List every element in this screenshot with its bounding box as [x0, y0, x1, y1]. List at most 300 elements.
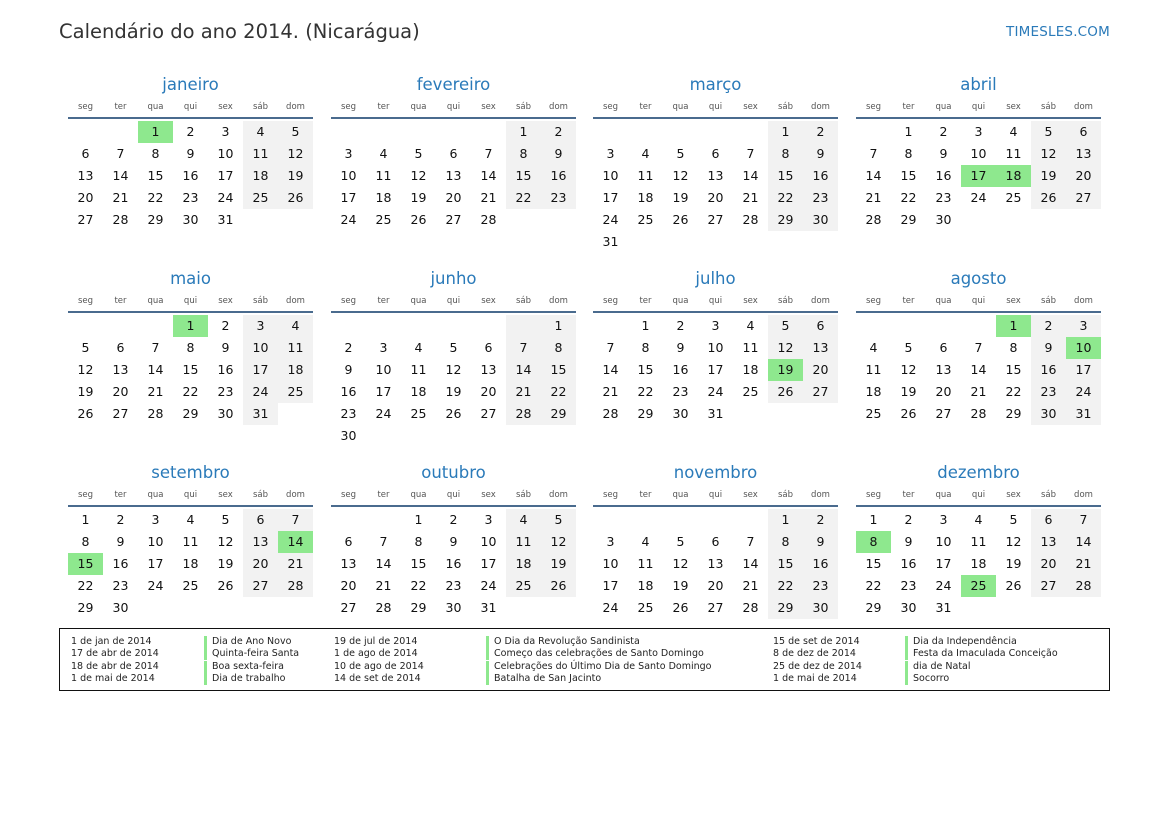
day-cell[interactable]: 7 [506, 337, 541, 359]
day-cell[interactable]: 4 [974, 512, 983, 527]
day-cell[interactable]: 2 [344, 340, 353, 355]
day-cell[interactable]: 29 [900, 212, 917, 227]
day-cell[interactable]: 22 [768, 187, 803, 209]
day-cell[interactable]: 16 [803, 553, 838, 575]
day-cell[interactable]: 10 [375, 362, 392, 377]
day-cell[interactable]: 6 [449, 146, 458, 161]
day-cell[interactable]: 13 [243, 531, 278, 553]
day-cell[interactable]: 12 [217, 534, 234, 549]
day-cell[interactable]: 18 [970, 556, 987, 571]
day-cell[interactable]: 7 [746, 146, 755, 161]
day-cell[interactable]: 13 [1031, 531, 1066, 553]
day-cell[interactable]: 27 [243, 575, 278, 597]
day-cell[interactable]: 16 [217, 362, 234, 377]
day-cell[interactable]: 3 [606, 146, 615, 161]
day-cell[interactable]: 4 [869, 340, 878, 355]
day-cell[interactable]: 14 [970, 362, 987, 377]
day-cell[interactable]: 23 [217, 384, 234, 399]
day-cell[interactable]: 22 [637, 384, 654, 399]
day-cell[interactable]: 12 [1005, 534, 1022, 549]
day-cell[interactable]: 19 [900, 384, 917, 399]
day-cell[interactable]: 18 [375, 190, 392, 205]
day-cell[interactable]: 29 [541, 403, 576, 425]
day-cell[interactable]: 8 [151, 146, 160, 161]
day-cell[interactable]: 23 [672, 384, 689, 399]
day-cell[interactable]: 27 [445, 212, 462, 227]
day-cell[interactable]: 9 [449, 534, 458, 549]
day-cell[interactable]: 22 [182, 384, 199, 399]
day-cell[interactable]: 11 [278, 337, 313, 359]
day-cell[interactable]: 9 [186, 146, 195, 161]
day-cell[interactable]: 11 [506, 531, 541, 553]
day-cell[interactable]: 21 [742, 578, 759, 593]
day-cell[interactable]: 18 [637, 190, 654, 205]
day-cell[interactable]: 9 [676, 340, 685, 355]
day-cell[interactable]: 7 [484, 146, 493, 161]
day-cell[interactable]: 17 [707, 362, 724, 377]
day-cell[interactable]: 10 [340, 168, 357, 183]
day-cell[interactable]: 18 [996, 165, 1031, 187]
day-cell[interactable]: 15 [541, 359, 576, 381]
day-cell[interactable]: 4 [186, 512, 195, 527]
day-cell[interactable]: 31 [1066, 403, 1101, 425]
day-cell[interactable]: 21 [865, 190, 882, 205]
day-cell[interactable]: 7 [1066, 509, 1101, 531]
day-cell[interactable]: 3 [344, 146, 353, 161]
day-cell[interactable]: 19 [672, 190, 689, 205]
day-cell[interactable]: 9 [116, 534, 125, 549]
day-cell[interactable]: 7 [746, 534, 755, 549]
day-cell[interactable]: 28 [1066, 575, 1101, 597]
day-cell[interactable]: 13 [935, 362, 952, 377]
day-cell[interactable]: 5 [541, 509, 576, 531]
day-cell[interactable]: 14 [602, 362, 619, 377]
day-cell[interactable]: 9 [541, 143, 576, 165]
day-cell[interactable]: 9 [1031, 337, 1066, 359]
day-cell[interactable]: 20 [1066, 165, 1101, 187]
day-cell[interactable]: 28 [375, 600, 392, 615]
day-cell[interactable]: 16 [445, 556, 462, 571]
day-cell[interactable]: 27 [1066, 187, 1101, 209]
day-cell[interactable]: 3 [974, 124, 983, 139]
day-cell[interactable]: 4 [379, 146, 388, 161]
day-cell[interactable]: 27 [935, 406, 952, 421]
day-cell[interactable]: 17 [147, 556, 164, 571]
day-cell[interactable]: 28 [112, 212, 129, 227]
day-cell[interactable]: 16 [541, 165, 576, 187]
day-cell[interactable]: 24 [602, 600, 619, 615]
day-cell[interactable]: 10 [707, 340, 724, 355]
day-cell[interactable]: 23 [541, 187, 576, 209]
day-cell[interactable]: 15 [68, 553, 103, 575]
day-cell[interactable]: 23 [182, 190, 199, 205]
day-cell[interactable]: 22 [1005, 384, 1022, 399]
day-cell[interactable]: 15 [900, 168, 917, 183]
day-cell[interactable]: 24 [217, 190, 234, 205]
day-cell[interactable]: 21 [278, 553, 313, 575]
day-cell[interactable]: 27 [77, 212, 94, 227]
day-cell[interactable]: 14 [865, 168, 882, 183]
day-cell[interactable]: 25 [961, 575, 996, 597]
day-cell[interactable]: 9 [344, 362, 353, 377]
day-cell[interactable]: 14 [112, 168, 129, 183]
day-cell[interactable]: 29 [147, 212, 164, 227]
day-cell[interactable]: 2 [449, 512, 458, 527]
day-cell[interactable]: 11 [970, 534, 987, 549]
day-cell[interactable]: 20 [935, 384, 952, 399]
day-cell[interactable]: 16 [803, 165, 838, 187]
day-cell[interactable]: 30 [803, 597, 838, 619]
day-cell[interactable]: 13 [77, 168, 94, 183]
day-cell[interactable]: 16 [935, 168, 952, 183]
day-cell[interactable]: 28 [742, 600, 759, 615]
day-cell[interactable]: 18 [637, 578, 654, 593]
day-cell[interactable]: 23 [803, 575, 838, 597]
day-cell[interactable]: 12 [1031, 143, 1066, 165]
day-cell[interactable]: 1 [641, 318, 650, 333]
day-cell[interactable]: 28 [480, 212, 497, 227]
day-cell[interactable]: 25 [637, 212, 654, 227]
day-cell[interactable]: 25 [243, 187, 278, 209]
day-cell[interactable]: 9 [904, 534, 913, 549]
day-cell[interactable]: 24 [602, 212, 619, 227]
brand-link[interactable]: TIMESLES.COM [1006, 24, 1110, 40]
day-cell[interactable]: 3 [1066, 315, 1101, 337]
day-cell[interactable]: 27 [340, 600, 357, 615]
day-cell[interactable]: 25 [182, 578, 199, 593]
day-cell[interactable]: 22 [147, 190, 164, 205]
day-cell[interactable]: 3 [711, 318, 720, 333]
day-cell[interactable]: 19 [217, 556, 234, 571]
day-cell[interactable]: 7 [379, 534, 388, 549]
day-cell[interactable]: 9 [803, 531, 838, 553]
day-cell[interactable]: 11 [410, 362, 427, 377]
day-cell[interactable]: 19 [77, 384, 94, 399]
day-cell[interactable]: 6 [81, 146, 90, 161]
day-cell[interactable]: 10 [602, 556, 619, 571]
day-cell[interactable]: 4 [641, 146, 650, 161]
day-cell[interactable]: 8 [186, 340, 195, 355]
day-cell[interactable]: 24 [970, 190, 987, 205]
day-cell[interactable]: 28 [147, 406, 164, 421]
day-cell[interactable]: 19 [1031, 165, 1066, 187]
day-cell[interactable]: 3 [484, 512, 493, 527]
day-cell[interactable]: 25 [506, 575, 541, 597]
day-cell[interactable]: 1 [869, 512, 878, 527]
day-cell[interactable]: 10 [602, 168, 619, 183]
day-cell[interactable]: 30 [900, 600, 917, 615]
day-cell[interactable]: 3 [939, 512, 948, 527]
day-cell[interactable]: 28 [602, 406, 619, 421]
day-cell[interactable]: 14 [1066, 531, 1101, 553]
day-cell[interactable]: 13 [803, 337, 838, 359]
day-cell[interactable]: 6 [803, 315, 838, 337]
day-cell[interactable]: 28 [865, 212, 882, 227]
day-cell[interactable]: 19 [672, 578, 689, 593]
day-cell[interactable]: 2 [939, 124, 948, 139]
day-cell[interactable]: 7 [116, 146, 125, 161]
day-cell[interactable]: 18 [243, 165, 278, 187]
day-cell[interactable]: 3 [151, 512, 160, 527]
day-cell[interactable]: 20 [112, 384, 129, 399]
day-cell[interactable]: 23 [935, 190, 952, 205]
day-cell[interactable]: 27 [480, 406, 497, 421]
day-cell[interactable]: 17 [935, 556, 952, 571]
day-cell[interactable]: 27 [803, 381, 838, 403]
day-cell[interactable]: 5 [676, 146, 685, 161]
day-cell[interactable]: 4 [414, 340, 423, 355]
day-cell[interactable]: 4 [641, 534, 650, 549]
day-cell[interactable]: 6 [344, 534, 353, 549]
day-cell[interactable]: 29 [77, 600, 94, 615]
day-cell[interactable]: 25 [1005, 190, 1022, 205]
day-cell[interactable]: 12 [541, 531, 576, 553]
day-cell[interactable]: 13 [707, 556, 724, 571]
day-cell[interactable]: 2 [186, 124, 195, 139]
day-cell[interactable]: 31 [243, 403, 278, 425]
day-cell[interactable]: 15 [410, 556, 427, 571]
day-cell[interactable]: 24 [935, 578, 952, 593]
day-cell[interactable]: 14 [506, 359, 541, 381]
day-cell[interactable]: 21 [742, 190, 759, 205]
day-cell[interactable]: 27 [1031, 575, 1066, 597]
day-cell[interactable]: 5 [278, 121, 313, 143]
day-cell[interactable]: 29 [768, 597, 803, 619]
day-cell[interactable]: 4 [746, 318, 755, 333]
day-cell[interactable]: 1 [768, 509, 803, 531]
day-cell[interactable]: 16 [112, 556, 129, 571]
day-cell[interactable]: 7 [278, 509, 313, 531]
day-cell[interactable]: 8 [1009, 340, 1018, 355]
day-cell[interactable]: 21 [147, 384, 164, 399]
day-cell[interactable]: 15 [506, 165, 541, 187]
day-cell[interactable]: 1 [904, 124, 913, 139]
day-cell[interactable]: 11 [637, 556, 654, 571]
day-cell[interactable]: 20 [480, 384, 497, 399]
day-cell[interactable]: 20 [803, 359, 838, 381]
day-cell[interactable]: 30 [112, 600, 129, 615]
day-cell[interactable]: 5 [1009, 512, 1018, 527]
day-cell[interactable]: 18 [742, 362, 759, 377]
day-cell[interactable]: 30 [935, 212, 952, 227]
day-cell[interactable]: 25 [865, 406, 882, 421]
day-cell[interactable]: 23 [445, 578, 462, 593]
day-cell[interactable]: 14 [375, 556, 392, 571]
day-cell[interactable]: 30 [445, 600, 462, 615]
day-cell[interactable]: 26 [410, 212, 427, 227]
day-cell[interactable]: 2 [803, 509, 838, 531]
day-cell[interactable]: 10 [217, 146, 234, 161]
day-cell[interactable]: 12 [77, 362, 94, 377]
day-cell[interactable]: 27 [112, 406, 129, 421]
day-cell[interactable]: 10 [1066, 337, 1101, 359]
day-cell[interactable]: 21 [602, 384, 619, 399]
day-cell[interactable]: 27 [707, 212, 724, 227]
day-cell[interactable]: 13 [707, 168, 724, 183]
day-cell[interactable]: 6 [711, 146, 720, 161]
day-cell[interactable]: 25 [278, 381, 313, 403]
day-cell[interactable]: 2 [676, 318, 685, 333]
day-cell[interactable]: 20 [243, 553, 278, 575]
day-cell[interactable]: 23 [112, 578, 129, 593]
day-cell[interactable]: 31 [935, 600, 952, 615]
day-cell[interactable]: 8 [81, 534, 90, 549]
day-cell[interactable]: 11 [865, 362, 882, 377]
day-cell[interactable]: 26 [672, 600, 689, 615]
day-cell[interactable]: 6 [484, 340, 493, 355]
day-cell[interactable]: 14 [147, 362, 164, 377]
day-cell[interactable]: 31 [217, 212, 234, 227]
day-cell[interactable]: 16 [900, 556, 917, 571]
day-cell[interactable]: 4 [506, 509, 541, 531]
day-cell[interactable]: 6 [1031, 509, 1066, 531]
day-cell[interactable]: 23 [340, 406, 357, 421]
day-cell[interactable]: 21 [506, 381, 541, 403]
day-cell[interactable]: 15 [147, 168, 164, 183]
day-cell[interactable]: 10 [480, 534, 497, 549]
day-cell[interactable]: 13 [340, 556, 357, 571]
day-cell[interactable]: 24 [340, 212, 357, 227]
day-cell[interactable]: 26 [1031, 187, 1066, 209]
day-cell[interactable]: 14 [742, 168, 759, 183]
day-cell[interactable]: 11 [243, 143, 278, 165]
day-cell[interactable]: 5 [768, 315, 803, 337]
day-cell[interactable]: 27 [707, 600, 724, 615]
day-cell[interactable]: 8 [506, 143, 541, 165]
day-cell[interactable]: 7 [606, 340, 615, 355]
day-cell[interactable]: 7 [869, 146, 878, 161]
day-cell[interactable]: 12 [672, 556, 689, 571]
day-cell[interactable]: 17 [961, 165, 996, 187]
day-cell[interactable]: 21 [970, 384, 987, 399]
day-cell[interactable]: 6 [116, 340, 125, 355]
day-cell[interactable]: 23 [1031, 381, 1066, 403]
day-cell[interactable]: 26 [900, 406, 917, 421]
day-cell[interactable]: 28 [506, 403, 541, 425]
day-cell[interactable]: 3 [606, 534, 615, 549]
day-cell[interactable]: 17 [602, 578, 619, 593]
day-cell[interactable]: 21 [375, 578, 392, 593]
day-cell[interactable]: 26 [77, 406, 94, 421]
day-cell[interactable]: 8 [541, 337, 576, 359]
day-cell[interactable]: 19 [1005, 556, 1022, 571]
day-cell[interactable]: 29 [182, 406, 199, 421]
day-cell[interactable]: 26 [278, 187, 313, 209]
day-cell[interactable]: 17 [217, 168, 234, 183]
day-cell[interactable]: 6 [243, 509, 278, 531]
day-cell[interactable]: 31 [707, 406, 724, 421]
day-cell[interactable]: 5 [414, 146, 423, 161]
day-cell[interactable]: 29 [865, 600, 882, 615]
day-cell[interactable]: 4 [243, 121, 278, 143]
day-cell[interactable]: 29 [768, 209, 803, 231]
day-cell[interactable]: 2 [221, 318, 230, 333]
day-cell[interactable]: 6 [939, 340, 948, 355]
day-cell[interactable]: 20 [1031, 553, 1066, 575]
day-cell[interactable]: 18 [410, 384, 427, 399]
day-cell[interactable]: 5 [81, 340, 90, 355]
day-cell[interactable]: 11 [637, 168, 654, 183]
day-cell[interactable]: 30 [1031, 403, 1066, 425]
day-cell[interactable]: 2 [904, 512, 913, 527]
day-cell[interactable]: 1 [541, 315, 576, 337]
day-cell[interactable]: 22 [865, 578, 882, 593]
day-cell[interactable]: 24 [707, 384, 724, 399]
day-cell[interactable]: 1 [768, 121, 803, 143]
day-cell[interactable]: 11 [1005, 146, 1022, 161]
day-cell[interactable]: 28 [970, 406, 987, 421]
day-cell[interactable]: 29 [637, 406, 654, 421]
day-cell[interactable]: 6 [711, 534, 720, 549]
day-cell[interactable]: 26 [445, 406, 462, 421]
day-cell[interactable]: 16 [340, 384, 357, 399]
day-cell[interactable]: 23 [803, 187, 838, 209]
day-cell[interactable]: 21 [480, 190, 497, 205]
day-cell[interactable]: 17 [602, 190, 619, 205]
day-cell[interactable]: 1 [414, 512, 423, 527]
day-cell[interactable]: 29 [410, 600, 427, 615]
day-cell[interactable]: 28 [742, 212, 759, 227]
day-cell[interactable]: 17 [375, 384, 392, 399]
day-cell[interactable]: 5 [904, 340, 913, 355]
day-cell[interactable]: 5 [1031, 121, 1066, 143]
day-cell[interactable]: 8 [768, 143, 803, 165]
day-cell[interactable]: 12 [672, 168, 689, 183]
day-cell[interactable]: 15 [865, 556, 882, 571]
day-cell[interactable]: 8 [641, 340, 650, 355]
day-cell[interactable]: 20 [707, 190, 724, 205]
day-cell[interactable]: 8 [768, 531, 803, 553]
day-cell[interactable]: 30 [217, 406, 234, 421]
day-cell[interactable]: 31 [602, 234, 619, 249]
day-cell[interactable]: 15 [1005, 362, 1022, 377]
day-cell[interactable]: 4 [1009, 124, 1018, 139]
day-cell[interactable]: 24 [243, 381, 278, 403]
day-cell[interactable]: 5 [676, 534, 685, 549]
day-cell[interactable]: 4 [278, 315, 313, 337]
day-cell[interactable]: 21 [112, 190, 129, 205]
day-cell[interactable]: 15 [637, 362, 654, 377]
day-cell[interactable]: 17 [480, 556, 497, 571]
day-cell[interactable]: 11 [375, 168, 392, 183]
day-cell[interactable]: 20 [707, 578, 724, 593]
day-cell[interactable]: 13 [480, 362, 497, 377]
day-cell[interactable]: 29 [1005, 406, 1022, 421]
day-cell[interactable]: 7 [151, 340, 160, 355]
day-cell[interactable]: 10 [147, 534, 164, 549]
day-cell[interactable]: 14 [278, 531, 313, 553]
day-cell[interactable]: 11 [182, 534, 199, 549]
day-cell[interactable]: 13 [112, 362, 129, 377]
day-cell[interactable]: 12 [900, 362, 917, 377]
day-cell[interactable]: 16 [182, 168, 199, 183]
day-cell[interactable]: 20 [77, 190, 94, 205]
day-cell[interactable]: 12 [445, 362, 462, 377]
day-cell[interactable]: 5 [449, 340, 458, 355]
day-cell[interactable]: 22 [410, 578, 427, 593]
day-cell[interactable]: 22 [768, 575, 803, 597]
day-cell[interactable]: 26 [672, 212, 689, 227]
day-cell[interactable]: 9 [221, 340, 230, 355]
day-cell[interactable]: 1 [173, 315, 208, 337]
day-cell[interactable]: 21 [1066, 553, 1101, 575]
day-cell[interactable]: 14 [742, 556, 759, 571]
day-cell[interactable]: 25 [742, 384, 759, 399]
day-cell[interactable]: 1 [506, 121, 541, 143]
day-cell[interactable]: 8 [904, 146, 913, 161]
day-cell[interactable]: 25 [375, 212, 392, 227]
day-cell[interactable]: 26 [768, 381, 803, 403]
